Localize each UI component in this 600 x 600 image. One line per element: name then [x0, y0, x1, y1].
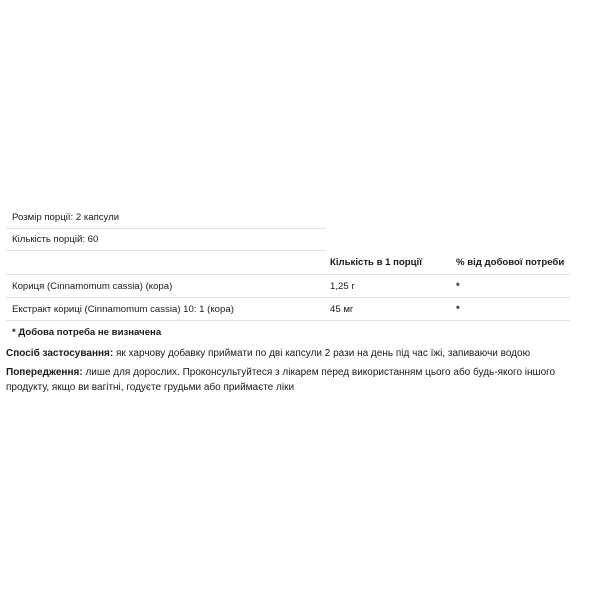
servings-per-container-text: Кількість порцій: 60	[12, 234, 99, 245]
warning-paragraph	[6, 365, 586, 395]
serving-size-text: Розмір порції: 2 капсули	[12, 212, 120, 223]
serving-size-row	[6, 207, 326, 229]
footnote-text: * Добова потреба не визначена	[12, 327, 162, 338]
header-daily-value: % від добової потреби	[456, 257, 565, 268]
table-row	[6, 298, 570, 321]
supplement-facts-table	[6, 207, 570, 344]
warning-text: лише для дорослих. Проконсультуйтеся з лікарем перед використанням цього або будь-якого іншого продукту, якщо ви вагітні, годуєте грудьми або приймаєте ліки	[6, 367, 556, 393]
footnote-row	[6, 321, 570, 344]
usage-text: як харчову добавку приймати по дві капсули 2 рази на день під час їжі, запиваючи водою	[113, 348, 531, 359]
ingredient-name: Кориця (Cinnamomum cassia) (кора)	[12, 280, 173, 292]
ingredient-daily-value: *	[456, 303, 460, 315]
table-row	[6, 275, 570, 298]
ingredient-amount: 45 мг	[330, 303, 354, 315]
usage-label: Спосіб застосування:	[6, 348, 114, 359]
ingredient-daily-value: *	[456, 280, 460, 292]
servings-per-container-row	[6, 229, 326, 251]
usage-instructions	[6, 346, 586, 361]
ingredient-name: Екстракт кориці (Cinnamomum cassia) 10: 1 (кора)	[12, 303, 234, 315]
header-amount: Кількість в 1 порції	[330, 257, 422, 268]
warning-label: Попередження:	[6, 367, 83, 378]
ingredient-amount: 1,25 г	[330, 280, 355, 292]
table-header-row	[6, 251, 570, 275]
